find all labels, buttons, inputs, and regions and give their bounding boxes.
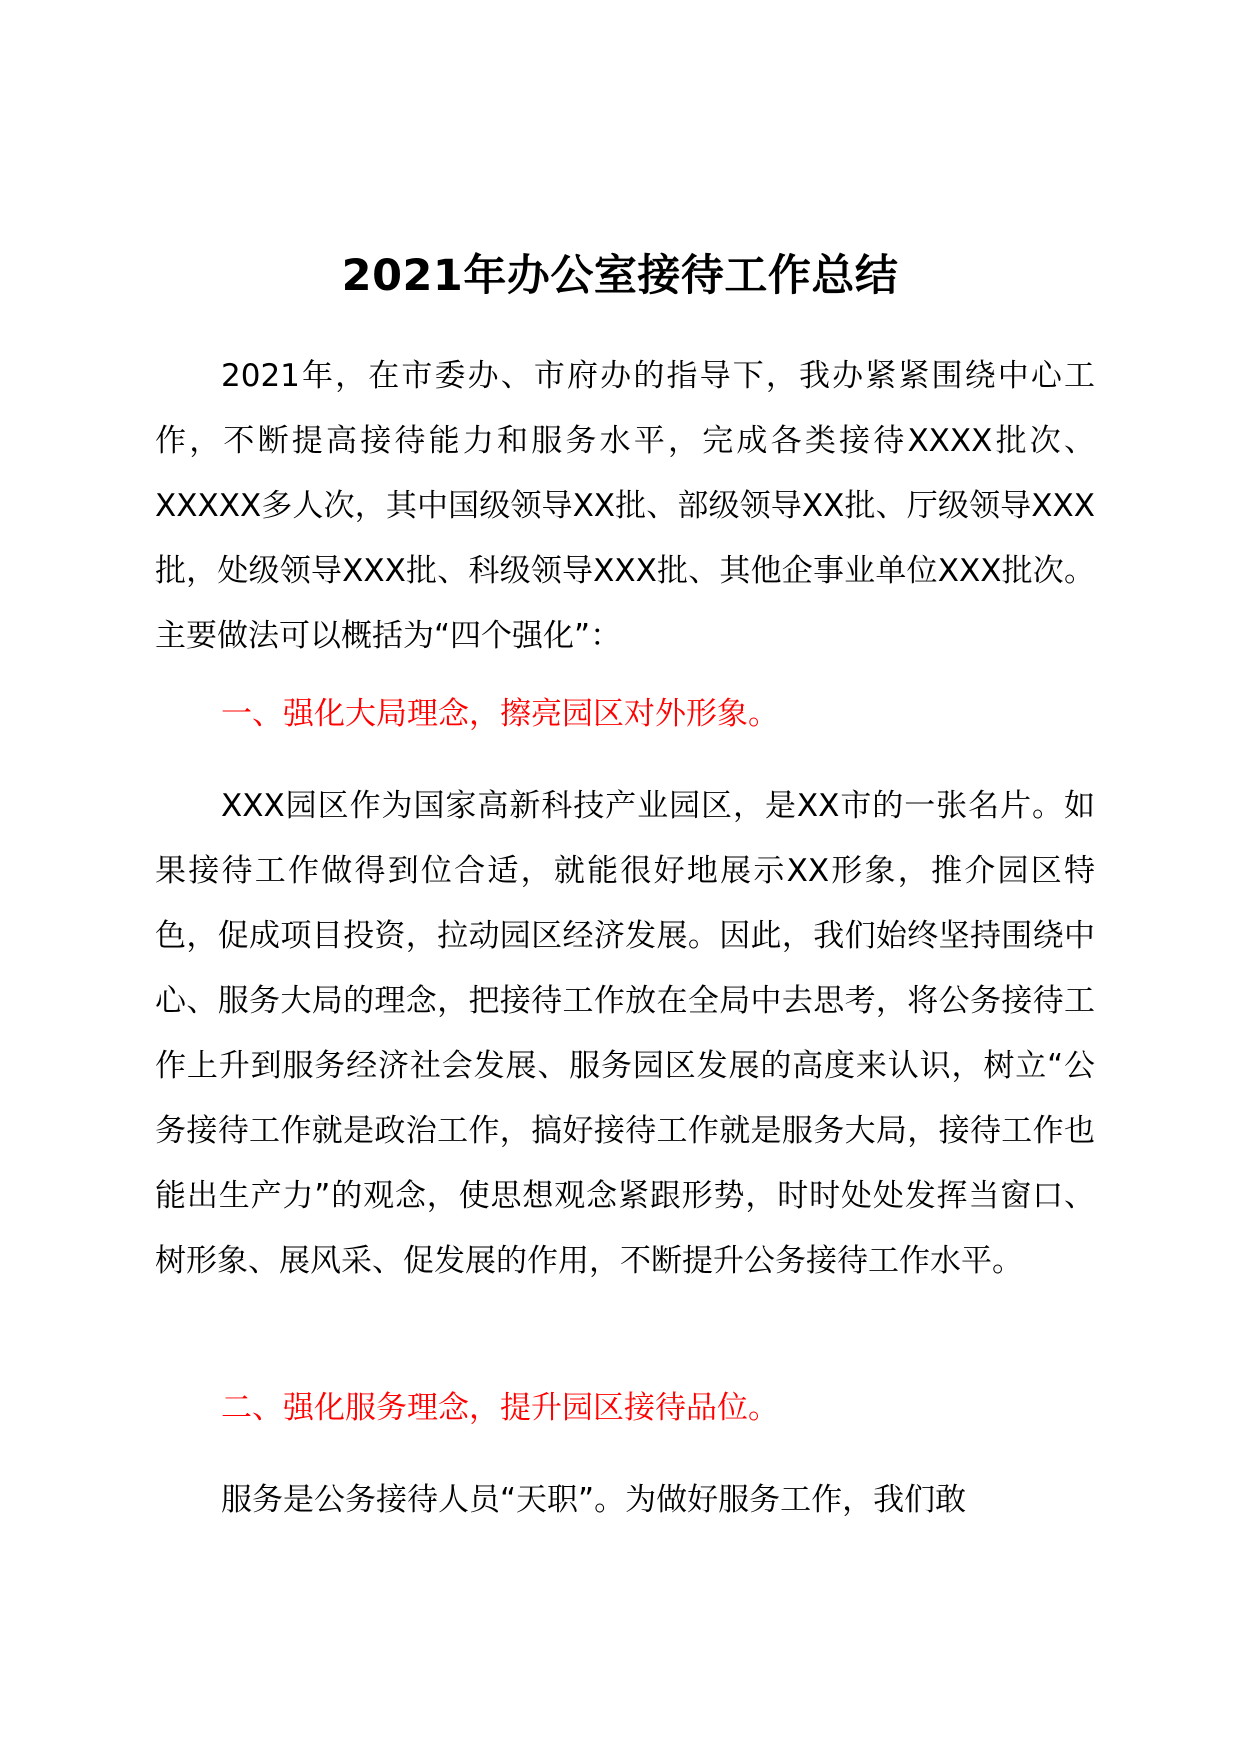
section-heading-1: 一、强化大局理念，擦亮园区对外形象。 — [221, 696, 779, 732]
section-heading-2: 二、强化服务理念，提升园区接待品位。 — [221, 1390, 779, 1426]
section-1-paragraph: XXX园区作为国家高新科技产业园区，是XX市的一张名片。如果接待工作做得到位合适，就能很好地展示XX形象，推介园区特色，促成项目投资，拉动园区经济发展。因此，我们始终坚持围绕中心、服务大局的理念，把接待工作放在全局中去思考，将公务接待工作上升到服务经济社会发展、服务园区发展的高度来认识，树立“公务接待工作就是政治工作，搞好接待工作就是服务大局，接待工作也能出生产力”的观念，使思想观念紧跟形势，时时处处发挥当窗口、树形象、展风采、促发展的作用，不断提升公务接待工作水平。 — [155, 788, 1095, 1279]
intro-paragraph: 2021年，在市委办、市府办的指导下，我办紧紧围绕中心工作，不断提高接待能力和服务水平，完成各类接待XXXX批次、XXXXX多人次，其中国级领导XX批、部级领导XX批、厅级领导XXX批，处级领导XXX批、科级领导XXX批、其他企事业单位XXX批次。主要做法可以概括为“四个强化”： — [155, 358, 1095, 654]
section-2-paragraph: 服务是公务接待人员“天职”。为做好服务工作，我们敢 — [221, 1482, 967, 1518]
document-title: 2021年办公室接待工作总结 — [341, 251, 899, 301]
